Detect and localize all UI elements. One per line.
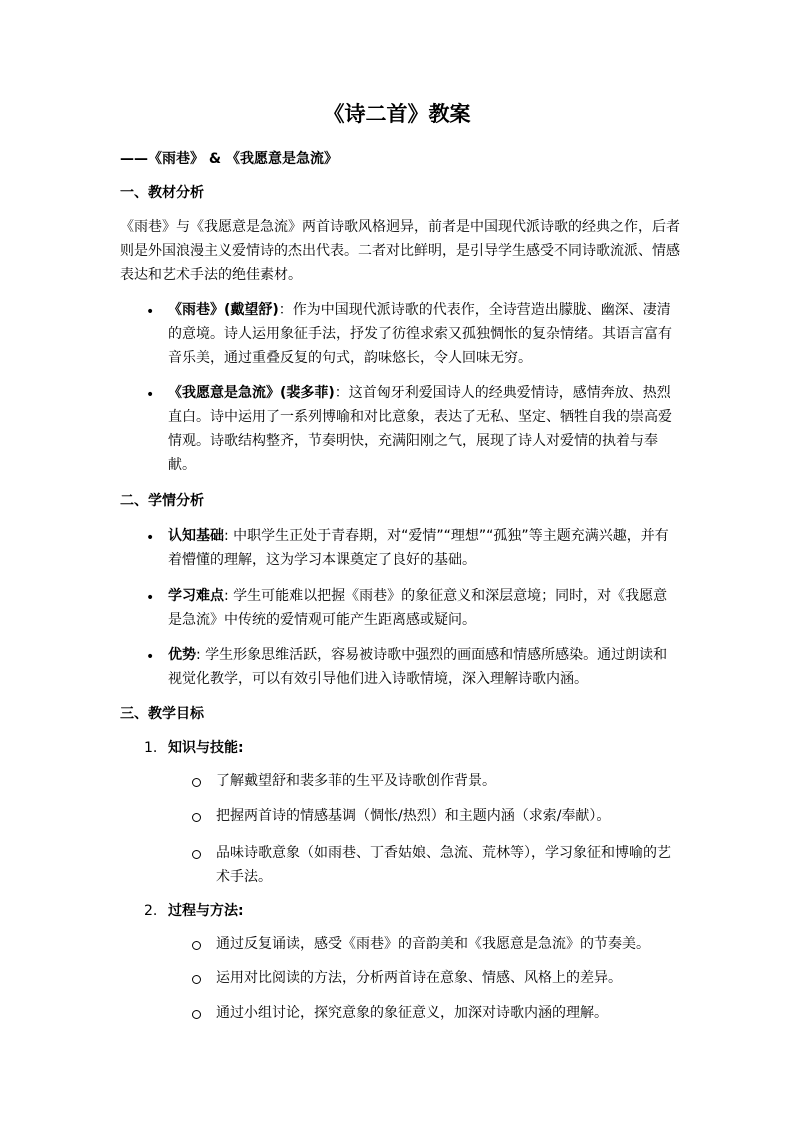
page-title: 《诗二首》教案 [323,102,471,126]
bullet-marker: • [146,649,155,665]
goal-number: 2. [144,903,158,919]
bullet-marker: • [146,387,155,403]
section-heading-learners: 二、学情分析 [120,493,204,509]
goal-label: 知识与技能: [168,740,244,756]
item-text: 学生形象思维活跃，容易被诗歌中强烈的画面感和情感所感染。通过朗读和视觉化教学，可以有效引导他们进入诗歌情境，深入理解诗歌内涵。 [168,647,668,687]
circle-bullet [192,1010,201,1019]
list-item [168,298,678,370]
circle-bullet [192,975,201,984]
item-text: 作为中国现代派诗歌的代表作，全诗营造出朦胧、幽深、凄清的意境。诗人运用象征手法，抒发了彷徨求索又孤独惆怅的复杂情绪。其语言富有音乐美，通过重叠反复的句式，韵味悠长，令人回味无穷。 [168,302,672,366]
page-subtitle: ——《雨巷》 & 《我愿意是急流》 [120,151,338,167]
list-item [168,584,678,632]
circle-bullet [192,941,201,950]
item-separator: ： [334,385,349,401]
item-separator: ： [278,302,293,318]
item-separator: : [224,528,234,544]
item-label: 《雨巷》(戴望舒) [168,302,279,318]
circle-bullet [192,813,201,822]
sub-list-item: 了解戴望舒和裴多菲的生平及诗歌创作背景。 [216,773,496,789]
goal-number: 1. [144,740,158,756]
sub-list-item: 品味诗歌意象（如雨巷、丁香姑娘、急流、荒林等），学习象征和博喻的艺术手法。 [216,845,671,885]
item-text: 中职学生正处于青春期，对“爱情”“理想”“孤独”等主题充满兴趣，并有着懵懂的理解，这为学习本课奠定了良好的基础。 [168,528,669,568]
bullet-marker: • [146,590,155,606]
section-heading-goals: 三、教学目标 [120,706,204,722]
item-separator: : [224,588,234,604]
bullet-marker: • [146,304,155,320]
section-heading-materials: 一、教材分析 [120,185,204,201]
goal-label: 过程与方法: [168,903,244,919]
item-label: 《我愿意是急流》(裴多菲) [168,385,335,401]
item-label: 优势 [168,647,196,663]
circle-bullet [192,778,201,787]
materials-intro: 《雨巷》与《我愿意是急流》两首诗歌风格迥异，前者是中国现代派诗歌的经典之作，后者则是外国浪漫主义爱情诗的杰出代表。二者对比鲜明，是引导学生感受不同诗歌流派、情感表达和艺术手法的绝佳素材。 [120,219,680,283]
sub-list-item: 通过反复诵读，感受《雨巷》的音韵美和《我愿意是急流》的节奏美。 [216,936,650,952]
sub-list-item: 运用对比阅读的方法，分析两首诗在意象、情感、风格上的差异。 [216,970,622,986]
sub-list-item: 把握两首诗的情感基调（惆怅/热烈）和主题内涵（求索/奉献）。 [216,808,611,824]
item-text: 这首匈牙利爱国诗人的经典爱情诗，感情奔放、热烈直白。诗中运用了一系列博喻和对比意象，表达了无私、坚定、牺牲自我的崇高爱情观。诗歌结构整齐，节奏明快，充满阳刚之气，展现了诗人对爱情的执着与奉献。 [168,385,672,473]
item-label: 认知基础 [168,528,224,544]
sub-list-item: 通过小组讨论，探究意象的象征意义，加深对诗歌内涵的理解。 [216,1005,608,1021]
list-item [168,381,678,477]
list-item [168,643,678,691]
list-item [168,524,678,572]
bullet-marker: • [146,530,155,546]
item-label: 学习难点 [168,588,224,604]
item-separator: : [196,647,206,663]
item-text: 学生可能难以把握《雨巷》的象征意义和深层意境；同时，对《我愿意是急流》中传统的爱情观可能产生距离感或疑问。 [168,588,668,628]
circle-bullet [192,850,201,859]
